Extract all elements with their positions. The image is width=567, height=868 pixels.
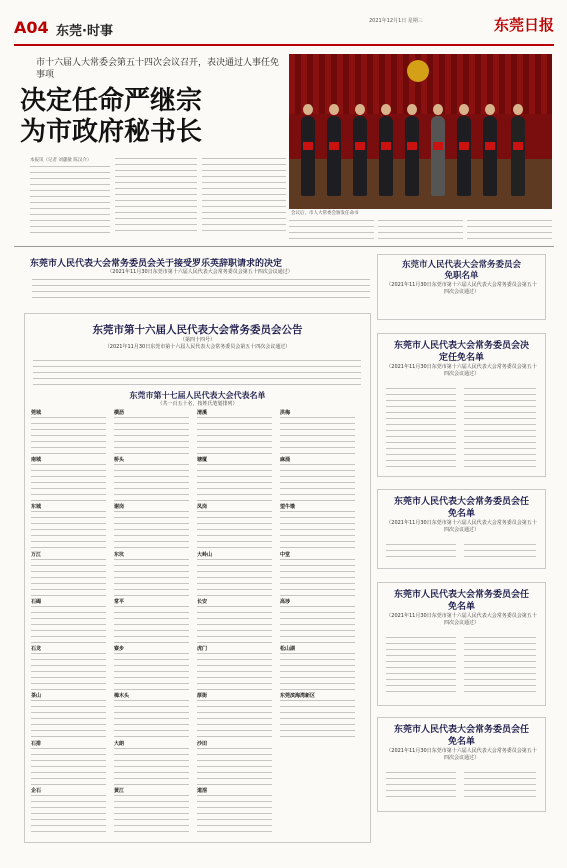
delegate-group: [114, 410, 193, 454]
delegate-group: [114, 504, 193, 548]
delegate-group-name: 塘厦: [197, 457, 208, 464]
delegate-group: [280, 646, 359, 690]
delegate-group: [31, 552, 110, 596]
delegate-names: [197, 511, 272, 548]
delegate-group: [197, 646, 276, 690]
photo-caption: 会议后，市人大常委会颁发任命书: [291, 211, 359, 216]
delegate-names: [31, 559, 106, 596]
delegate-group-name: 石排: [31, 740, 42, 747]
delegate-names: [31, 606, 106, 643]
article-kicker: 市十六届人大常委会第五十四次会议召开，表决通过人事任免事项: [36, 58, 280, 80]
delegate-names: [197, 653, 272, 690]
delegate-group: [197, 693, 276, 737]
person-figure: [431, 116, 445, 196]
delegate-names: [114, 417, 189, 454]
date-line: 2021年12月1日 星期三: [369, 18, 423, 24]
delegate-group: [197, 741, 276, 785]
delegate-group: [280, 552, 359, 596]
delegate-names: [114, 606, 189, 643]
delegate-group-name: 东莞滨海湾新区: [280, 693, 316, 700]
delegate-group: [114, 457, 193, 501]
delegate-group-name: 寮步: [114, 646, 125, 653]
delegate-group-name: 厚街: [197, 693, 208, 700]
delegate-names: [280, 700, 355, 737]
delegate-group-name: 谢岗: [114, 504, 125, 511]
delegate-group: [31, 599, 110, 643]
delegate-names: [114, 653, 189, 690]
person-figure: [511, 116, 525, 196]
delegate-group: [197, 788, 276, 832]
delegate-group: [31, 410, 110, 454]
delegate-names: [31, 417, 106, 454]
page-number: A04: [14, 18, 49, 37]
delegate-names: [280, 653, 355, 690]
delegate-group-name: 茶山: [31, 693, 42, 700]
delegate-group: [280, 457, 359, 501]
section-name: 东莞·时事: [56, 24, 113, 39]
delegate-group: [31, 646, 110, 690]
delegate-group-name: 东坑: [114, 551, 125, 558]
delegate-group: [31, 741, 110, 785]
announcement-title: 东莞市第十六届人民代表大会常务委员会公告: [92, 324, 303, 336]
national-emblem-icon: [407, 60, 429, 82]
person-figure: [379, 116, 393, 196]
delegate-names: [31, 795, 106, 832]
announcement-number: （第四十四号）: [179, 337, 215, 343]
delegate-group: [197, 457, 276, 501]
delegate-names: [280, 511, 355, 548]
delegate-group-name: 桥头: [114, 457, 125, 464]
article-headline: [20, 86, 285, 148]
delegate-group-name: 大朗: [114, 740, 125, 747]
delegate-names: [197, 559, 272, 596]
delegate-group: [197, 410, 276, 454]
resignation-body: [32, 279, 370, 299]
list-title: 东莞市第十七届人民代表大会代表名单: [129, 390, 266, 400]
delegate-group: [31, 788, 110, 832]
decision-note: （2021年11月30日东莞市第十六届人民代表大会常务委员会第五十四次会议通过）: [386, 364, 537, 377]
delegate-group-name: 樟木头: [114, 693, 130, 700]
appointment-note-1: （2021年11月30日东莞市第十六届人民代表大会常务委员会第五十四次会议通过）: [386, 520, 537, 533]
person-figure: [327, 116, 341, 196]
article-body-col-1: [30, 166, 110, 236]
delegate-group-name: 南城: [31, 457, 42, 464]
delegate-names: [197, 700, 272, 737]
delegate-group-name: 望牛墩: [280, 504, 296, 511]
delegate-group: [31, 504, 110, 548]
delegate-group: [114, 646, 193, 690]
delegate-group: [280, 693, 359, 737]
appointment-note-3: （2021年11月30日东莞市第十六届人民代表大会常务委员会第五十四次会议通过）: [386, 748, 537, 761]
delegate-group: [114, 599, 193, 643]
person-figure: [405, 116, 419, 196]
delegate-names: [197, 417, 272, 454]
delegate-group-name: 中堂: [280, 551, 291, 558]
delegate-names: [197, 606, 272, 643]
person-figure: [457, 116, 471, 196]
delegate-group: [280, 410, 359, 454]
delegate-names: [31, 700, 106, 737]
delegate-names: [114, 511, 189, 548]
decision-box: [377, 333, 546, 477]
delegate-names: [280, 606, 355, 643]
delegate-names: [197, 748, 272, 785]
masthead: [14, 14, 554, 46]
delegate-group-name: 黄江: [114, 787, 125, 794]
list-subtitle: （共一百五十名，按姓氏笔划排列）: [157, 401, 238, 407]
delegate-group: [280, 504, 359, 548]
delegate-names: [31, 653, 106, 690]
delegate-names: [280, 464, 355, 501]
decision-title: 东莞市人民代表大会常务委员会决定任免名单: [393, 341, 529, 363]
delegate-group: [31, 457, 110, 501]
delegate-names: [197, 795, 272, 832]
delegate-group-name: 东城: [31, 504, 42, 511]
appointment-note-2: （2021年11月30日东莞市第十六届人民代表大会常务委员会第五十四次会议通过）: [386, 613, 537, 626]
delegate-names: [197, 464, 272, 501]
delegate-names: [114, 795, 189, 832]
delegate-group-name: 洪梅: [280, 410, 291, 416]
headline-line-1: 决定任命严继宗: [20, 86, 203, 116]
delegate-group: [197, 599, 276, 643]
delegate-group-name: 道滘: [197, 787, 208, 794]
delegate-group: [114, 788, 193, 832]
delegate-group: [197, 552, 276, 596]
delegate-group-name: 凤岗: [197, 504, 208, 511]
dismissal-box: [377, 254, 546, 320]
delegate-group-name: 虎门: [197, 646, 208, 653]
delegate-group-name: 石碣: [31, 598, 42, 605]
delegate-group-name: 长安: [197, 598, 208, 605]
delegate-group: [114, 741, 193, 785]
announcement-subtitle: （2021年11月30日东莞市第十六届人民代表大会常务委员会第五十四次会议通过）: [104, 344, 291, 350]
delegate-group: [280, 599, 359, 643]
delegate-group-name: 大岭山: [197, 551, 213, 558]
delegate-group-name: 石龙: [31, 646, 42, 653]
delegate-list: [31, 410, 365, 835]
divider: [14, 246, 554, 247]
delegate-names: [31, 748, 106, 785]
announcement-box: [24, 313, 371, 843]
resignation-subtitle: （2021年11月30日东莞市第十六届人民代表大会常务委员会第五十四次会议通过）: [107, 269, 293, 275]
delegate-group-name: 横沥: [114, 410, 125, 416]
person-figure: [483, 116, 497, 196]
delegate-group-name: 莞城: [31, 410, 42, 416]
delegate-group-name: 万江: [31, 551, 42, 558]
delegate-group: [114, 693, 193, 737]
appointment-box-2: [377, 582, 546, 706]
delegate-group-name: 清溪: [197, 410, 208, 416]
delegate-names: [114, 748, 189, 785]
meeting-photo: [289, 54, 552, 209]
article-body-col-3: [202, 158, 286, 236]
resignation-title: 东莞市人民代表大会常务委员会关于接受罗乐英辞职请求的决定: [30, 259, 283, 269]
delegate-group: [114, 552, 193, 596]
delegate-group-name: 麻涌: [280, 457, 291, 464]
person-figure: [353, 116, 367, 196]
appointment-title-1: 东莞市人民代表大会常务委员会任免名单: [393, 497, 529, 519]
appointment-title-2: 东莞市人民代表大会常务委员会任免名单: [393, 590, 529, 612]
article-body-col-2: [115, 158, 197, 236]
appointment-box-3: [377, 717, 546, 812]
appointment-box-1: [377, 489, 546, 569]
delegate-group-name: 沙田: [197, 740, 208, 747]
delegate-group-name: 常平: [114, 598, 125, 605]
delegate-group: [197, 504, 276, 548]
newspaper-logo: 东莞日报: [493, 16, 554, 34]
delegate-names: [114, 559, 189, 596]
announcement-body: [33, 360, 361, 386]
delegate-names: [114, 464, 189, 501]
delegate-names: [280, 559, 355, 596]
delegate-group-name: 企石: [31, 787, 42, 794]
delegate-names: [31, 511, 106, 548]
headline-line-2: 为市政府秘书长: [20, 117, 203, 147]
article-byline: 本报讯（记者 刘蕙敏 陈汉介）: [30, 158, 92, 163]
delegate-group-name: 松山湖: [280, 646, 296, 653]
person-figure: [301, 116, 315, 196]
dismissal-note: （2021年11月30日东莞市第十六届人民代表大会常务委员会第五十四次会议通过）: [386, 282, 537, 295]
delegate-names: [280, 417, 355, 454]
delegate-names: [31, 464, 106, 501]
dismissal-title: 东莞市人民代表大会常务委员会免职名单: [401, 260, 521, 281]
appointment-title-3: 东莞市人民代表大会常务委员会任免名单: [393, 725, 529, 747]
delegate-group-name: 高埗: [280, 598, 291, 605]
delegate-names: [114, 700, 189, 737]
delegate-group: [31, 693, 110, 737]
